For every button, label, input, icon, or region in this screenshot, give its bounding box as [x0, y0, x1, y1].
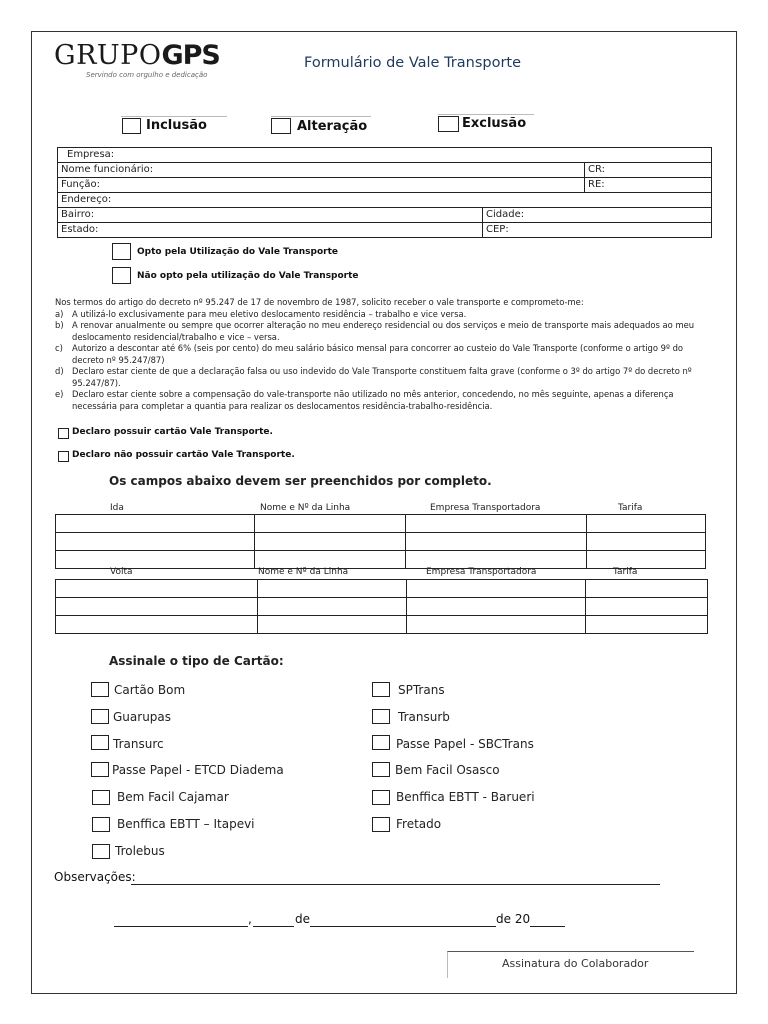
- table-cell[interactable]: [406, 533, 587, 551]
- table-cell[interactable]: [56, 515, 255, 533]
- card-option-checkbox[interactable]: [372, 709, 390, 724]
- carrier-header: Empresa Transportadora: [426, 567, 537, 577]
- table-cell[interactable]: [258, 598, 407, 616]
- card-option-checkbox[interactable]: [372, 762, 390, 777]
- terms-item: c) Autorizo a descontar até 6% (seis por cento) do meu salário básico mensal para concorrer ao custeio do Vale Transporte (conforme o artigo 9º do decreto nº 95.247/87): [55, 343, 684, 365]
- year-line[interactable]: [530, 926, 565, 927]
- table-cell[interactable]: [258, 580, 407, 598]
- terms-item: d) Declaro estar ciente de que a declaração falsa ou uso indevido do Vale Transporte constituem falta grave (conforme o 3º do artigo 7º do decreto nº 95.247/87).: [55, 366, 692, 388]
- card-option-label: Passe Papel - SBCTrans: [396, 737, 534, 751]
- lines-section-title: Os campos abaixo devem ser preenchidos por completo.: [109, 474, 492, 488]
- card-option-checkbox[interactable]: [92, 790, 110, 805]
- signature-label: Assinatura do Colaborador: [502, 957, 649, 970]
- alteration-checkbox[interactable]: [271, 118, 291, 134]
- observations-line[interactable]: [131, 884, 660, 885]
- logo-tagline: Servindo com orgulho e dedicação: [86, 71, 208, 79]
- divider: [121, 116, 227, 117]
- neighborhood-field[interactable]: Bairro:: [58, 208, 483, 223]
- table-cell[interactable]: [406, 515, 587, 533]
- observations-label: Observações:: [54, 870, 136, 884]
- ida-header: Ida: [110, 503, 124, 513]
- table-cell[interactable]: [56, 580, 258, 598]
- no-card-label: Declaro não possuir cartão Vale Transporte.: [72, 450, 295, 460]
- card-option-label: Trolebus: [115, 844, 165, 858]
- card-option-checkbox[interactable]: [372, 817, 390, 832]
- table-cell[interactable]: [587, 551, 706, 569]
- table-cell[interactable]: [587, 515, 706, 533]
- card-option-checkbox[interactable]: [91, 762, 109, 777]
- table-cell[interactable]: [586, 580, 708, 598]
- divider: [438, 114, 534, 115]
- card-option-label: Transurc: [113, 737, 164, 751]
- card-option-label: Cartão Bom: [114, 683, 186, 697]
- card-option-label: Bem Facil Osasco: [395, 763, 500, 777]
- table-cell[interactable]: [56, 616, 258, 634]
- comma-text: ,: [248, 912, 252, 926]
- has-card-checkbox[interactable]: [58, 428, 69, 439]
- terms-text: [55, 297, 705, 412]
- carrier-header: Empresa Transportadora: [430, 503, 541, 513]
- address-field[interactable]: Endereço:: [58, 193, 712, 208]
- opt-in-checkbox[interactable]: [112, 243, 131, 260]
- month-line[interactable]: [310, 926, 496, 927]
- employee-name-field[interactable]: Nome funcionário:: [58, 163, 585, 178]
- cr-field[interactable]: CR:: [585, 163, 712, 178]
- card-option-checkbox[interactable]: [92, 844, 110, 859]
- city-date-line[interactable]: [114, 926, 248, 927]
- zip-field[interactable]: CEP:: [483, 223, 712, 238]
- function-field[interactable]: Função:: [58, 178, 585, 193]
- exclusion-checkbox[interactable]: [438, 116, 459, 132]
- no-card-checkbox[interactable]: [58, 451, 69, 462]
- terms-intro: Nos termos do artigo do decreto nº 95.247 de 17 de novembro de 1987, solicito receber o vale transporte e comprometo-me:: [55, 297, 584, 307]
- card-option-checkbox[interactable]: [91, 709, 109, 724]
- fare-header: Tarifa: [618, 503, 643, 513]
- form-title: Formulário de Vale Transporte: [304, 55, 522, 71]
- card-types-title: Assinale o tipo de Cartão:: [109, 654, 284, 668]
- table-cell[interactable]: [407, 616, 586, 634]
- alteration-label: Alteração: [297, 119, 368, 134]
- card-option-checkbox[interactable]: [91, 735, 109, 750]
- fare-header: Tarifa: [613, 567, 638, 577]
- exclusion-label: Exclusão: [462, 116, 527, 131]
- table-cell[interactable]: [56, 533, 255, 551]
- inclusion-checkbox[interactable]: [122, 118, 141, 134]
- card-option-checkbox[interactable]: [372, 682, 390, 697]
- divider: [271, 116, 371, 117]
- line-name-header: Nome e Nº da Linha: [260, 503, 351, 513]
- table-cell[interactable]: [56, 551, 255, 569]
- terms-item: a) A utilizá-lo exclusivamente para meu eletivo deslocamento residência – trabalho e vice versa.: [55, 308, 467, 319]
- card-option-checkbox[interactable]: [372, 790, 390, 805]
- table-cell[interactable]: [255, 533, 406, 551]
- volta-header: Volta: [110, 567, 133, 577]
- card-option-label: Benffica EBTT – Itapevi: [117, 817, 255, 831]
- card-option-checkbox[interactable]: [372, 735, 390, 750]
- table-cell[interactable]: [586, 598, 708, 616]
- has-card-label: Declaro possuir cartão Vale Transporte.: [72, 427, 273, 437]
- re-field[interactable]: RE:: [585, 178, 712, 193]
- card-option-label: Transurb: [398, 710, 450, 724]
- card-option-label: SPTrans: [398, 683, 445, 697]
- company-logo: GRUPOGPS: [54, 40, 220, 71]
- card-option-checkbox[interactable]: [91, 682, 109, 697]
- company-field[interactable]: Empresa:: [58, 148, 712, 163]
- inclusion-label: Inclusão: [146, 118, 207, 133]
- table-cell[interactable]: [586, 616, 708, 634]
- card-option-label: Passe Papel - ETCD Diadema: [112, 763, 284, 777]
- table-cell[interactable]: [587, 533, 706, 551]
- state-field[interactable]: Estado:: [58, 223, 483, 238]
- terms-item: b) A renovar anualmente ou sempre que ocorrer alteração no meu endereço residencial ou dos serviços e meio de transporte mais adequados ao meu deslocamento residencial/trabalho e vice – versa.: [55, 320, 695, 342]
- day-line[interactable]: [253, 926, 294, 927]
- table-cell[interactable]: [56, 598, 258, 616]
- city-field[interactable]: Cidade:: [483, 208, 712, 223]
- table-cell[interactable]: [407, 598, 586, 616]
- opt-out-label: Não opto pela utilização do Vale Transporte: [137, 271, 359, 281]
- table-cell[interactable]: [255, 551, 406, 569]
- card-option-label: Benffica EBTT - Barueri: [396, 790, 535, 804]
- card-option-label: Bem Facil Cajamar: [117, 790, 229, 804]
- card-option-checkbox[interactable]: [92, 817, 110, 832]
- terms-item: e) Declaro estar ciente sobre a compensação do vale-transporte não utilizado no mês anterior, concedendo, no mês seguinte, apenas a diferença necessária para completar a quantia para realizar os deslocamentos residência-trabalho-residência.: [55, 389, 674, 411]
- card-option-label: Guarupas: [113, 710, 172, 724]
- opt-in-label: Opto pela Utilização do Vale Transporte: [137, 247, 338, 257]
- volta-table: [55, 579, 708, 634]
- card-option-label: Fretado: [396, 817, 442, 831]
- employee-info-table: [57, 147, 712, 238]
- ida-table: [55, 514, 706, 569]
- table-cell[interactable]: [407, 580, 586, 598]
- de-text: de: [295, 912, 310, 926]
- opt-out-checkbox[interactable]: [112, 267, 131, 284]
- year-prefix-text: de 20: [496, 912, 531, 926]
- table-cell[interactable]: [258, 616, 407, 634]
- table-cell[interactable]: [406, 551, 587, 569]
- table-cell[interactable]: [255, 515, 406, 533]
- line-name-header: Nome e Nº da Linha: [258, 567, 349, 577]
